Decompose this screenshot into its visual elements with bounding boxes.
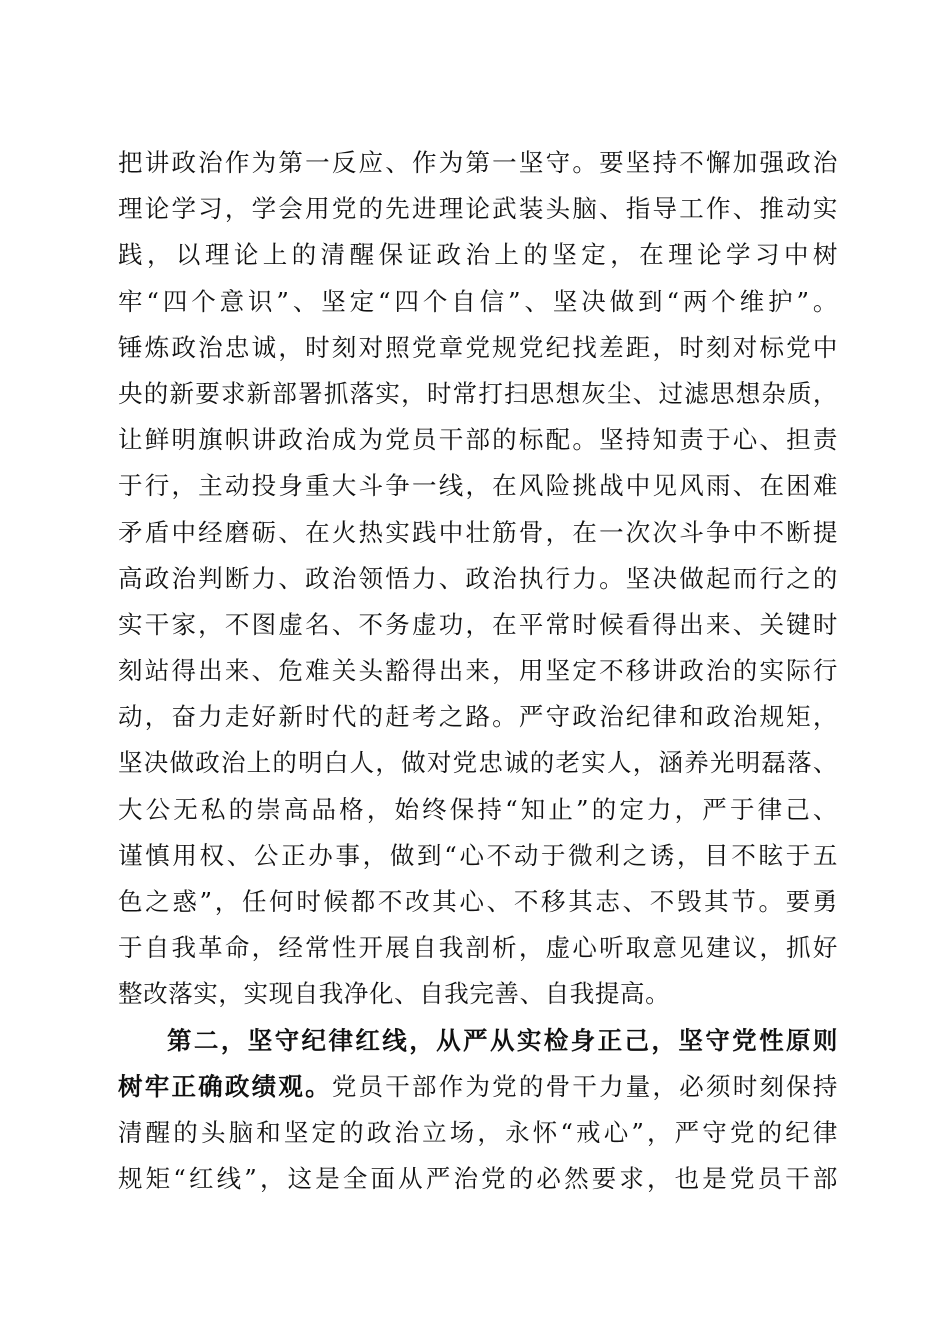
text-line: 于自我革命，经常性开展自我剖析，虚心听取意见建议，抓好: [118, 933, 838, 963]
text-line: 锤炼政治忠诚，时刻对照党章党规党纪找差距，时刻对标党中: [118, 332, 838, 362]
text-line: 动，奋力走好新时代的赶考之路。严守政治纪律和政治规矩，: [118, 702, 838, 732]
text-line: 清醒的头脑和坚定的政治立场，永怀“戒心”，严守党的纪律: [118, 1117, 838, 1147]
paragraph-discipline: [118, 1018, 838, 1203]
text-line: 牢“四个意识”、坚定“四个自信”、坚决做到“两个维护”。: [118, 286, 838, 316]
text-line: 整改落实，实现自我净化、自我完善、自我提高。: [118, 979, 671, 1009]
paragraph-political-loyalty: [118, 140, 838, 1018]
text-line: 大公无私的崇高品格，始终保持“知止”的定力，严于律己、: [118, 794, 838, 824]
text-line: [118, 1064, 838, 1110]
text-line: 坚决做政治上的明白人，做对党忠诚的老实人，涵养光明磊落、: [118, 748, 838, 778]
text-line: 让鲜明旗帜讲政治成为党员干部的标配。坚持知责于心、担责: [118, 425, 838, 455]
section-heading-end: 树牢正确政绩观。: [118, 1071, 332, 1101]
text-line: 把讲政治作为第一反应、作为第一坚守。要坚持不懈加强政治: [118, 148, 838, 177]
text-line: 色之惑”，任何时候都不改其心、不移其志、不毁其节。要勇: [118, 887, 838, 916]
text-line: 实干家，不图虚名、不务虚功，在平常时候看得出来、关键时: [118, 609, 838, 639]
text-line: 央的新要求新部署抓落实，时常打扫思想灰尘、过滤思想杂质，: [118, 378, 838, 408]
text-line: 践，以理论上的清醒保证政治上的坚定，在理论学习中树: [118, 240, 838, 270]
document-body: [118, 140, 838, 1202]
text-line: 谨慎用权、公正办事，做到“心不动于微利之诱，目不眩于五: [118, 840, 838, 870]
text-line: 规矩“红线”，这是全面从严治党的必然要求，也是党员干部: [118, 1164, 838, 1194]
text-line: 理论学习，学会用党的先进理论武装头脑、指导工作、推动实: [118, 194, 838, 224]
text-line: 刻站得出来、危难关头豁得出来，用坚定不移讲政治的实际行: [118, 656, 838, 686]
text-line: 矛盾中经磨砺、在火热实践中壮筋骨，在一次次斗争中不断提: [118, 517, 838, 547]
text-line: 高政治判断力、政治领悟力、政治执行力。坚决做起而行之的: [118, 563, 838, 593]
section-heading: 第二，坚守纪律红线，从严从实检身正己，坚守党性原则: [167, 1025, 838, 1055]
text-run: 党员干部作为党的骨干力量，必须时刻保持: [331, 1071, 838, 1101]
text-line: 于行，主动投身重大斗争一线，在风险挑战中见风雨、在困难: [118, 471, 838, 501]
